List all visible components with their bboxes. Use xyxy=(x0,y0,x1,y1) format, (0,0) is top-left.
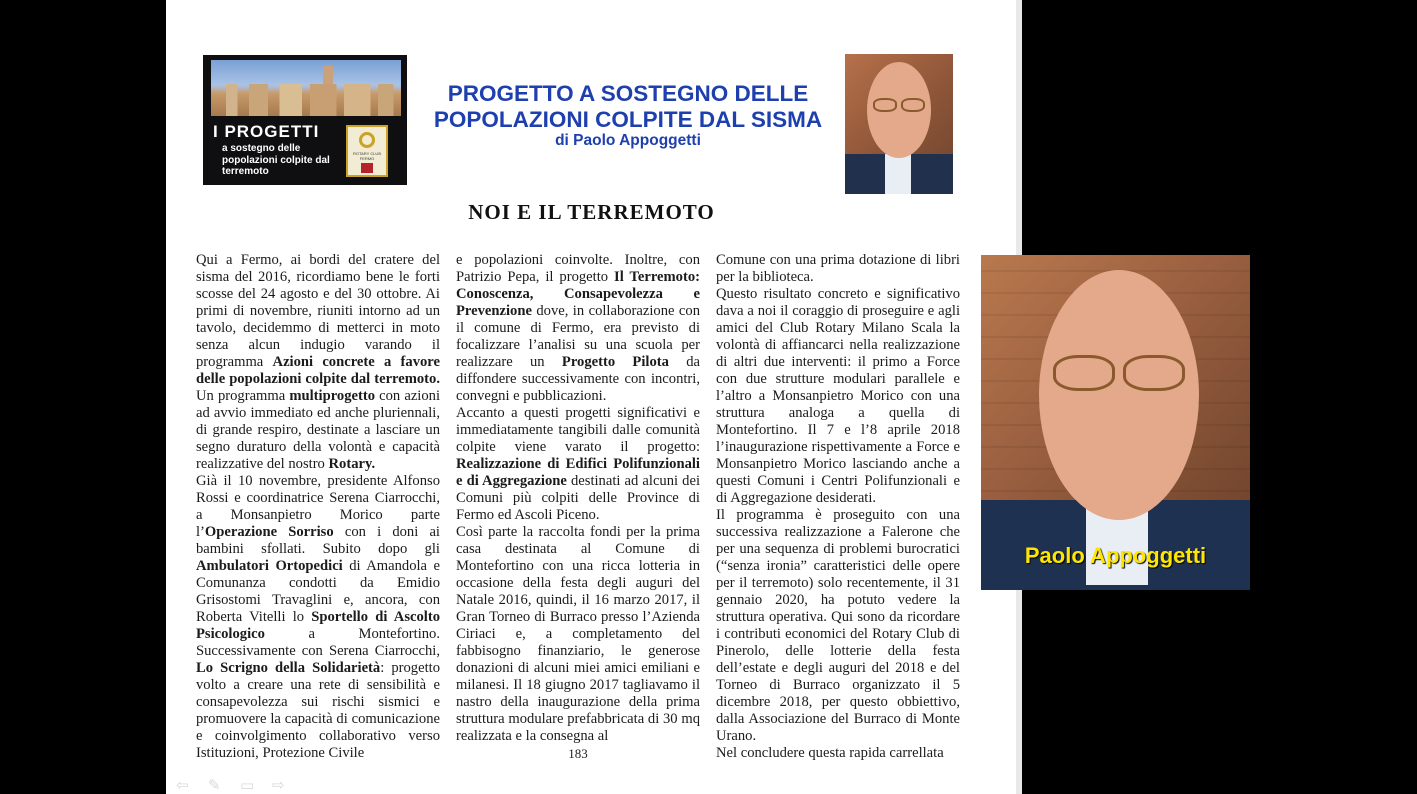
author-portrait-small xyxy=(845,54,953,185)
rotary-logo-text: ROTARY CLUB FERMO xyxy=(352,151,381,161)
article-paragraph xyxy=(456,524,700,745)
body-text: con i doni ai bambini sfollati. Subito dopo gli xyxy=(196,524,440,557)
article-paragraph xyxy=(196,473,440,762)
banner-subtitle: a sostegno delle popolazioni colpite dal terremoto xyxy=(222,143,330,177)
next-arrow-icon[interactable]: ⇨ xyxy=(272,776,285,794)
bold-text: Progetto Pilota xyxy=(561,354,669,370)
body-text: Qui a Fermo, ai bordi del cratere del sisma del 2016, ricordiamo bene le forti scosse del 24 agosto e del 30 ottobre. Ai primi di novembre, riuniti intorno ad un tavolo, decidemmo di metterci in moto senza alcun indugio varando il programma xyxy=(196,252,440,370)
article-paragraph xyxy=(456,252,700,405)
body-text: a Montefortino. Successivamente con Serena Ciarrocchi, xyxy=(196,626,440,659)
photo-caption: Paolo Appoggetti xyxy=(1024,543,1207,568)
article-column-2 xyxy=(456,252,700,744)
bold-text: Azioni concrete a favore delle popolazioni colpite dal terremoto. xyxy=(196,354,440,387)
prev-arrow-icon[interactable]: ⇦ xyxy=(176,776,189,794)
page-number: 183 xyxy=(568,746,588,761)
rotary-logo xyxy=(346,125,388,177)
body-text: Così parte la raccolta fondi per la prima casa destinata al Comune di Montefortino con una ricca lotteria in occasione della festa degli auguri del Natale 2016, quindi, il 16 marzo 2017, il Gran Torneo di Burraco presso l’Azienda Ciriaci e, a completamento del fabbisogno finanziario, le generose donazioni di alcuni miei amici emiliani e milanesi. Il 18 giugno 2017 tagliavamo il nastro della inaugurazione della prima struttura modulare prefabbricata di 30 mq realizzata e la consegna al xyxy=(456,524,700,744)
document-page xyxy=(166,0,1017,794)
body-text: Un programma xyxy=(196,388,290,404)
banner-title: I PROGETTI xyxy=(213,122,320,141)
article-title: NOI E IL TERREMOTO xyxy=(468,200,715,224)
bold-text: Rotary. xyxy=(328,456,376,472)
body-text: di Amandola e Comunanza condotti da Emidio Grisostomi Travaglini e, ancora, con Roberta Vitelli lo xyxy=(196,558,440,625)
page-icon[interactable]: ▭ xyxy=(240,776,255,794)
bold-text: Lo Scrigno della Solidarietà xyxy=(196,660,381,676)
body-text: e popolazioni coinvolte. Inoltre, con Patrizio Pepa, il progetto xyxy=(456,252,700,285)
bold-text: Il Terremoto: Conoscenza, Consapevolezza e Prevenzione xyxy=(456,269,700,319)
body-text: Accanto a questi progetti significativi e immediatamente tangibili dalle comunità colpite viene varato il progetto: xyxy=(456,405,700,455)
article-paragraph xyxy=(716,286,960,507)
article-paragraph xyxy=(716,252,960,286)
body-text: destinati ad alcuni dei Comuni più colpiti delle Province di Fermo ed Ascoli Piceno. xyxy=(456,473,700,523)
article-paragraph xyxy=(196,252,440,473)
article-column-1 xyxy=(196,252,441,761)
rotary-wheel-icon xyxy=(359,132,375,148)
body-text: con azioni ad avvio immediato ed anche pluriennali, di grande respiro, destinate a lasciare un segno duraturo della volontà e capacità realizzative del nostro xyxy=(196,388,441,472)
edit-icon[interactable]: ✎ xyxy=(208,776,221,794)
article-paragraph xyxy=(716,507,960,745)
body-text: dove, in collaborazione con il comune di Fermo, era previsto di focalizzare l’analisi su una scuola per realizzare un xyxy=(456,303,700,370)
bold-text: multiprogetto xyxy=(289,388,376,404)
author-portrait-large xyxy=(981,255,1250,580)
projects-banner xyxy=(203,55,407,185)
body-text: Questo risultato concreto e significativo dava a noi il coraggio di proseguire e agli amici del Club Rotary Milano Scala la volontà di affiancarci nella realizzazione di altri due interventi: il primo a Force con due strutture modulari parallele e l’altro a Monsanpietro Morico con una struttura analoga a quella di Montefortino. Il 7 e l’8 aprile 2018 l’inaugurazione rispettivamente a Force e Monsanpietro Morico lasciando anche a questi Comuni i Centri Polifunzionali e di Aggregazione desiderati. xyxy=(716,286,960,506)
project-heading: PROGETTO A SOSTEGNO DELLE POPOLAZIONI COLPITE DAL SISMA xyxy=(433,81,823,132)
body-text: Il programma è proseguito con una successiva realizzazione a Falerone che per una sequenza di problemi burocratici (“senza ironia” caratteristici delle opere per il terremoto) solo recentemente, il 31 gennaio 2020, ha potuto vedere la struttura operativa. Qui sono da ricordare i contributi economici del Rotary Club di Pinerolo, delle lotterie della festa dell’estate e degli auguri del 2018 e del Torneo di Burraco organizzato il 5 dicembre 2018, per questo obbiettivo, dalla Associazione del Burraco di Monte Urano. xyxy=(716,507,960,744)
bold-text: Ambulatori Ortopedici xyxy=(196,558,343,574)
shield-icon xyxy=(361,163,373,173)
body-text: Comune con una prima dotazione di libri per la biblioteca. xyxy=(716,252,960,285)
town-photo xyxy=(211,60,401,116)
project-author: di Paolo Appoggetti xyxy=(555,132,701,149)
body-text: Nel concludere questa rapida carrellata xyxy=(716,745,944,761)
viewer-toolbar xyxy=(176,777,292,794)
bold-text: Sportello di Ascolto Psicologico xyxy=(196,609,440,642)
article-paragraph xyxy=(456,405,700,524)
article-column-3 xyxy=(716,252,960,761)
bold-text: Realizzazione di Edifici Polifunzionali e di Aggregazione xyxy=(456,456,700,489)
bold-text: Operazione Sorriso xyxy=(204,524,334,540)
body-text: da diffondere successivamente con incontri, convegni e pubblicazioni. xyxy=(456,354,700,404)
body-text: Già il 10 novembre, presidente Alfonso Rossi e coordinatrice Serena Ciarrocchi, a Monsanpietro Morico parte l’ xyxy=(196,473,440,540)
body-text: : progetto volto a creare una rete di sensibilità e consapevolezza sui rischi sismici e promuovere la capacità di comunicazione e coinvolgimento collaborativo verso Istituzioni, Protezione Civile xyxy=(196,660,440,761)
